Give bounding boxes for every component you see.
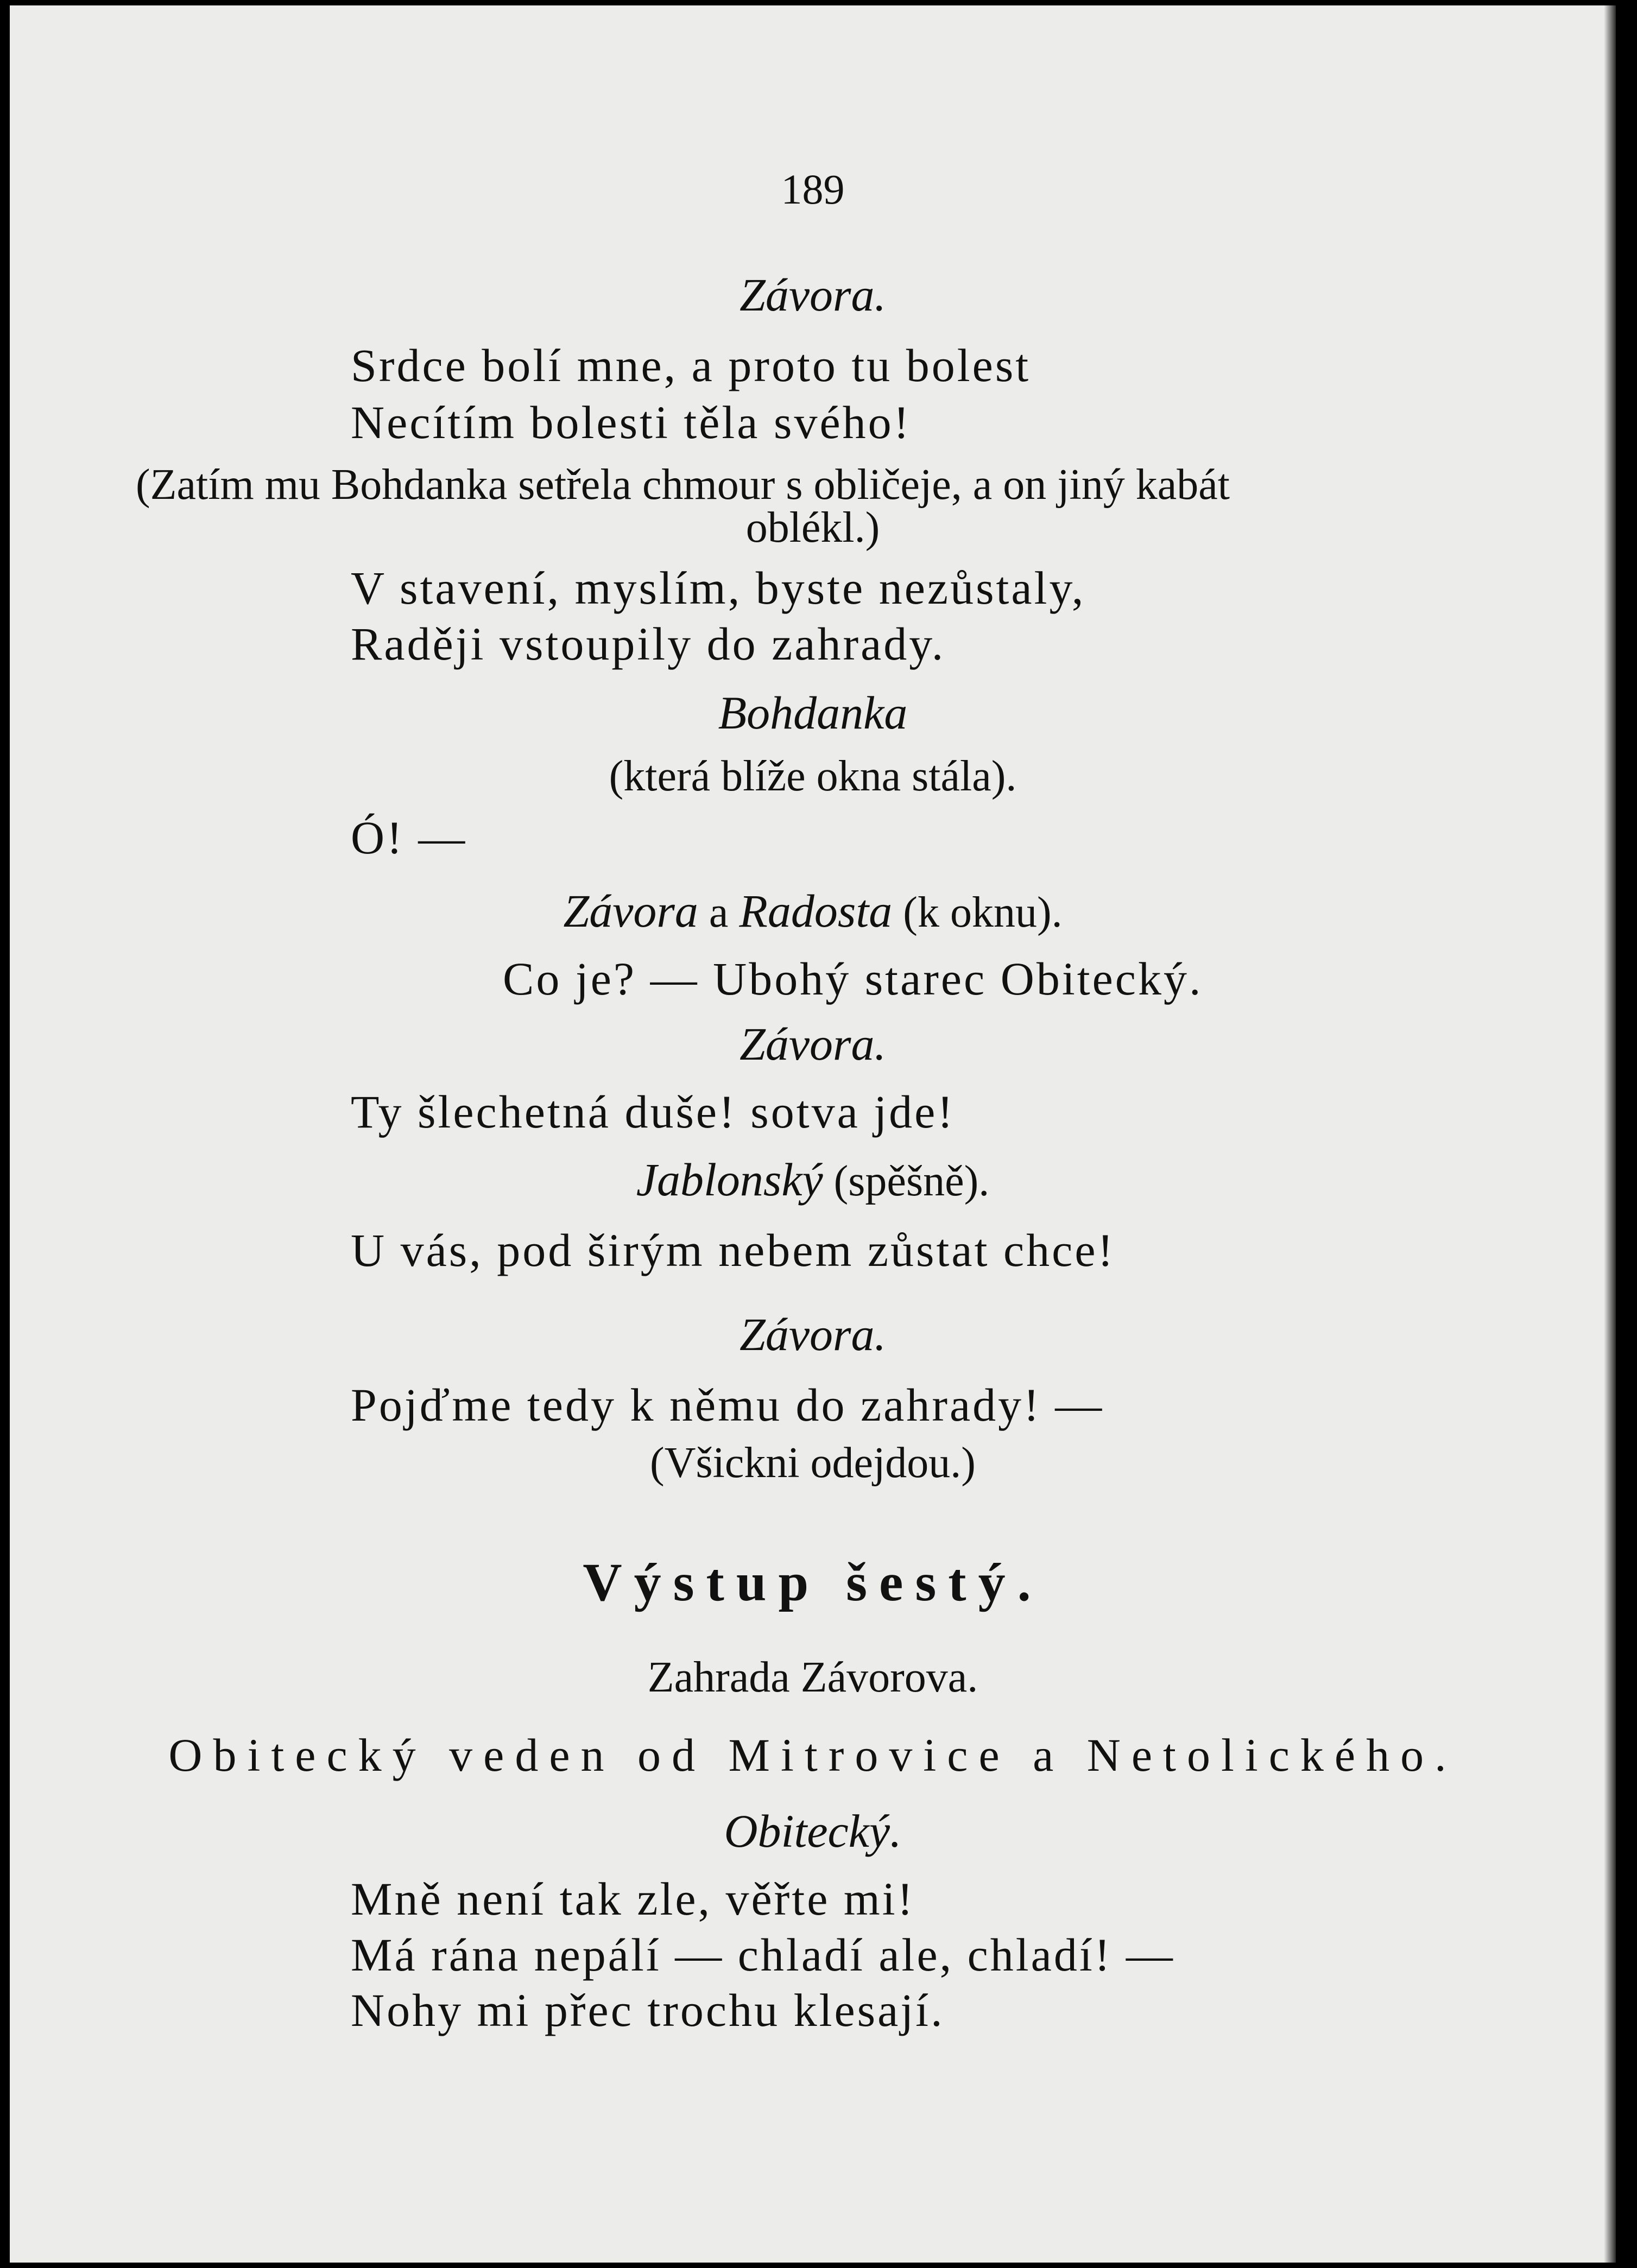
verse-line: Pojďme tedy k němu do zahrady! —: [351, 1379, 1104, 1431]
verse-line: Necítím bolesti těla svého!: [351, 396, 912, 448]
speaker-line: [10, 1154, 1616, 1206]
speaker-zavora: Závora.: [740, 1308, 886, 1360]
speaker-obitecky: Obitecký.: [724, 1805, 902, 1857]
verse-line: Co je? — Ubohý starec Obitecký.: [503, 953, 1203, 1005]
conjunction: a: [698, 889, 740, 936]
speaker-bohdanka: Bohdanka: [718, 687, 908, 739]
scene-heading: Výstup šestý.: [583, 1552, 1043, 1612]
verse-line: Raději vstoupily do zahrady.: [351, 618, 946, 670]
stage-direction: (která blíže okna stála).: [609, 752, 1017, 800]
verse-line: Ó! —: [351, 812, 467, 864]
speaker-zavora: Závora.: [740, 269, 886, 321]
speaker-line: [10, 885, 1616, 937]
speaker-zavora: Závora.: [740, 1018, 886, 1070]
stage-direction: oblékl.): [745, 504, 880, 552]
verse-line: Srdce bolí mne, a proto tu bolest: [351, 339, 1031, 391]
scene-setting: Zahrada Závorova.: [647, 1654, 978, 1701]
verse-line: Mně není tak zle, věřte mi!: [351, 1873, 915, 1925]
verse-line: V stavení, myslím, byste nezůstaly,: [351, 562, 1086, 614]
speaker-zavora: Závora: [563, 885, 698, 937]
verse-line: Nohy mi přec trochu klesají.: [351, 1984, 945, 2036]
stage-direction: (k oknu).: [892, 889, 1063, 936]
scene-entrance: Obitecký veden od Mitrovice a Netolického.: [168, 1729, 1457, 1781]
verse-line: Má rána nepálí — chladí ale, chladí! —: [351, 1929, 1175, 1981]
stage-direction: (Zatím mu Bohdanka setřela chmour s obličeje, a on jiný kabát: [136, 461, 1230, 509]
stage-direction: (Všickni odejdou.): [650, 1439, 976, 1487]
speaker-jablonsky: Jablonský: [636, 1154, 823, 1206]
verse-line: Ty šlechetná duše! sotva jde!: [351, 1086, 955, 1138]
book-page: [10, 5, 1616, 2263]
verse-line: U vás, pod širým nebem zůstat chce!: [351, 1224, 1116, 1276]
page-number: 189: [781, 166, 845, 213]
speaker-radosta: Radosta: [739, 885, 893, 937]
stage-direction: (spěšně).: [823, 1157, 990, 1205]
